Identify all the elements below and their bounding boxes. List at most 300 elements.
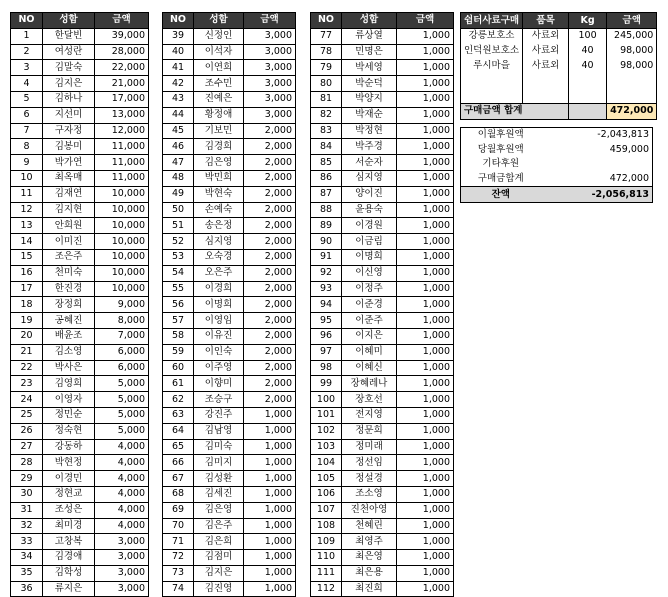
donor-name: 김지은 — [194, 565, 244, 581]
row-no: 87 — [311, 186, 342, 202]
donor-name: 박주경 — [342, 139, 397, 155]
donation-amount: 1,000 — [397, 170, 454, 186]
row-no: 71 — [163, 534, 194, 550]
donor-name: 최은용 — [342, 565, 397, 581]
donor-name: 박재순 — [342, 107, 397, 123]
table-row — [311, 265, 454, 281]
table-row — [311, 313, 454, 329]
donor-name: 김은주 — [194, 518, 244, 534]
donor-name: 박세영 — [342, 60, 397, 76]
col-name-header: 성함 — [194, 13, 244, 29]
donation-amount: 4,000 — [95, 439, 149, 455]
table-row — [311, 44, 454, 60]
row-no: 73 — [163, 565, 194, 581]
donation-amount: 1,000 — [244, 439, 296, 455]
donation-amount: 1,000 — [397, 502, 454, 518]
table-row — [11, 139, 149, 155]
row-no: 16 — [11, 265, 43, 281]
donor-name: 박가연 — [43, 155, 95, 171]
row-no: 78 — [311, 44, 342, 60]
donation-amount: 2,000 — [244, 281, 296, 297]
row-no: 15 — [11, 249, 43, 265]
table-row — [11, 281, 149, 297]
row-no: 91 — [311, 249, 342, 265]
donor-name: 김미숙 — [194, 439, 244, 455]
other-donation-label: 기타후원 — [461, 157, 541, 172]
donor-name: 이주영 — [194, 360, 244, 376]
donation-amount: 1,000 — [397, 123, 454, 139]
kg-value: 40 — [569, 44, 607, 59]
donor-name: 여성란 — [43, 44, 95, 60]
donor-name: 한달빈 — [43, 28, 95, 44]
donor-name: 오은주 — [194, 265, 244, 281]
donor-name: 이영임 — [194, 313, 244, 329]
row-no: 8 — [11, 139, 43, 155]
donation-amount: 1,000 — [397, 360, 454, 376]
table-row — [311, 376, 454, 392]
table-row — [163, 360, 296, 376]
donor-name: 조성은 — [43, 502, 95, 518]
table-row — [163, 76, 296, 92]
donation-amount: 1,000 — [397, 423, 454, 439]
row-no: 3 — [11, 60, 43, 76]
row-no: 39 — [163, 28, 194, 44]
donation-amount: 10,000 — [95, 218, 149, 234]
table-row — [311, 249, 454, 265]
table-row — [163, 423, 296, 439]
balance-table — [460, 127, 653, 203]
donation-amount: 1,000 — [244, 550, 296, 566]
purchase-summary-table — [460, 12, 657, 120]
table-row — [311, 486, 454, 502]
table-row — [163, 455, 296, 471]
donor-name: 최미경 — [43, 518, 95, 534]
row-no: 74 — [163, 581, 194, 597]
row-no: 102 — [311, 423, 342, 439]
row-no: 60 — [163, 360, 194, 376]
donation-amount: 10,000 — [95, 186, 149, 202]
donation-amount: 2,000 — [244, 155, 296, 171]
table-row — [163, 60, 296, 76]
row-no: 105 — [311, 471, 342, 487]
donor-name: 전지영 — [342, 407, 397, 423]
donation-amount: 1,000 — [397, 534, 454, 550]
donor-name: 신정인 — [194, 28, 244, 44]
table-row — [311, 281, 454, 297]
donation-amount: 13,000 — [95, 107, 149, 123]
table-row — [311, 218, 454, 234]
row-no: 21 — [11, 344, 43, 360]
item-name: 사료외 — [523, 29, 569, 44]
table-row — [11, 91, 149, 107]
table-row — [311, 139, 454, 155]
table-row — [163, 28, 296, 44]
donation-amount: 21,000 — [95, 76, 149, 92]
table-row — [163, 565, 296, 581]
donation-amount: 3,000 — [95, 534, 149, 550]
donation-amount: 17,000 — [95, 91, 149, 107]
row-no: 93 — [311, 281, 342, 297]
donor-name: 박사은 — [43, 360, 95, 376]
table-row — [11, 423, 149, 439]
donation-amount: 3,000 — [244, 91, 296, 107]
donor-name: 송은정 — [194, 218, 244, 234]
donor-name: 최진희 — [342, 581, 397, 597]
donor-name: 구자정 — [43, 123, 95, 139]
row-no: 46 — [163, 139, 194, 155]
purchase-total-label: 구매금액 합계 — [461, 103, 569, 119]
row-no: 100 — [311, 392, 342, 408]
monthly-donation-row — [461, 143, 653, 158]
donor-name: 김영희 — [43, 376, 95, 392]
row-no: 11 — [11, 186, 43, 202]
carryover-value: -2,043,813 — [541, 128, 653, 143]
row-no: 103 — [311, 439, 342, 455]
row-no: 106 — [311, 486, 342, 502]
donor-name: 박순덕 — [342, 76, 397, 92]
donor-name: 이경원 — [342, 218, 397, 234]
shelter-name: 인덕원보호소 — [461, 44, 523, 59]
donor-name: 진천아영 — [342, 502, 397, 518]
row-no: 89 — [311, 218, 342, 234]
donation-amount: 1,000 — [397, 376, 454, 392]
donation-amount: 8,000 — [95, 313, 149, 329]
donation-amount: 1,000 — [244, 534, 296, 550]
col-name-header: 성함 — [43, 13, 95, 29]
donation-amount: 1,000 — [397, 407, 454, 423]
item-name: 사료외 — [523, 44, 569, 59]
table-row — [11, 486, 149, 502]
col-no-header: NO — [163, 13, 194, 29]
donation-amount: 1,000 — [397, 439, 454, 455]
donation-amount: 3,000 — [95, 565, 149, 581]
row-no: 59 — [163, 344, 194, 360]
donation-amount: 1,000 — [244, 471, 296, 487]
row-no: 77 — [311, 28, 342, 44]
donation-amount: 1,000 — [397, 486, 454, 502]
donation-amount: 1,000 — [397, 139, 454, 155]
donation-amount: 39,000 — [95, 28, 149, 44]
donor-name: 민명은 — [342, 44, 397, 60]
donor-name: 김지현 — [43, 202, 95, 218]
table-row — [163, 407, 296, 423]
balance-row — [461, 187, 653, 203]
row-no: 26 — [11, 423, 43, 439]
row-no: 92 — [311, 265, 342, 281]
amount-value: 98,000 — [607, 59, 657, 74]
table-row — [11, 202, 149, 218]
donation-amount: 1,000 — [397, 550, 454, 566]
table-row — [311, 550, 454, 566]
donation-amount: 2,000 — [244, 123, 296, 139]
donation-amount: 10,000 — [95, 234, 149, 250]
donation-amount: 3,000 — [244, 76, 296, 92]
donation-amount: 4,000 — [95, 518, 149, 534]
row-no: 82 — [311, 107, 342, 123]
donation-amount: 5,000 — [95, 376, 149, 392]
amount-header: 금액 — [607, 13, 657, 29]
donor-name: 이준주 — [342, 313, 397, 329]
table-row — [163, 328, 296, 344]
donation-amount: 2,000 — [244, 202, 296, 218]
donor-name: 김경애 — [43, 550, 95, 566]
donation-amount: 2,000 — [244, 297, 296, 313]
donation-amount: 1,000 — [397, 581, 454, 597]
row-no: 86 — [311, 170, 342, 186]
table-row — [163, 281, 296, 297]
donor-name: 이명희 — [342, 249, 397, 265]
row-no: 62 — [163, 392, 194, 408]
row-no: 63 — [163, 407, 194, 423]
row-no: 68 — [163, 486, 194, 502]
donation-amount: 2,000 — [244, 360, 296, 376]
donation-amount: 1,000 — [397, 107, 454, 123]
donation-amount: 6,000 — [95, 344, 149, 360]
row-no: 36 — [11, 581, 43, 597]
donation-amount: 1,000 — [397, 28, 454, 44]
donation-amount: 2,000 — [244, 376, 296, 392]
donor-name: 윤용숙 — [342, 202, 397, 218]
row-no: 49 — [163, 186, 194, 202]
row-no: 22 — [11, 360, 43, 376]
table-row — [11, 249, 149, 265]
donation-amount: 1,000 — [397, 281, 454, 297]
row-no: 25 — [11, 407, 43, 423]
donation-amount: 5,000 — [95, 392, 149, 408]
donation-amount: 1,000 — [244, 502, 296, 518]
donor-name: 진예은 — [194, 91, 244, 107]
donation-amount: 2,000 — [244, 313, 296, 329]
donor-name: 김재연 — [43, 186, 95, 202]
item-header: 품목 — [523, 13, 569, 29]
donor-name: 박현숙 — [194, 186, 244, 202]
row-no: 83 — [311, 123, 342, 139]
donation-amount: 1,000 — [397, 202, 454, 218]
donation-amount: 1,000 — [244, 518, 296, 534]
purchase-row — [461, 59, 657, 74]
table-row — [11, 581, 149, 597]
row-no: 40 — [163, 44, 194, 60]
table-row — [11, 502, 149, 518]
table-row — [311, 234, 454, 250]
donation-amount: 7,000 — [95, 328, 149, 344]
row-no: 101 — [311, 407, 342, 423]
table-row — [311, 344, 454, 360]
donor-name: 김경희 — [194, 139, 244, 155]
donation-amount: 2,000 — [244, 139, 296, 155]
donor-name: 이신영 — [342, 265, 397, 281]
table-row — [163, 265, 296, 281]
donor-name: 강동하 — [43, 439, 95, 455]
donor-name: 장정희 — [43, 297, 95, 313]
donation-amount: 2,000 — [244, 328, 296, 344]
kg-value: 100 — [569, 29, 607, 44]
table-row — [163, 581, 296, 597]
donor-name: 배윤조 — [43, 328, 95, 344]
donor-name: 박양지 — [342, 91, 397, 107]
row-no: 108 — [311, 518, 342, 534]
donation-amount: 9,000 — [95, 297, 149, 313]
table-row — [11, 471, 149, 487]
donor-name: 김소영 — [43, 344, 95, 360]
donor-name: 김진영 — [194, 581, 244, 597]
donor-name: 이인숙 — [194, 344, 244, 360]
row-no: 64 — [163, 423, 194, 439]
table-row — [311, 60, 454, 76]
row-no: 32 — [11, 518, 43, 534]
donor-name: 한진경 — [43, 281, 95, 297]
table-row — [11, 550, 149, 566]
row-no: 66 — [163, 455, 194, 471]
table-row — [11, 76, 149, 92]
table-row — [11, 123, 149, 139]
monthly-donation-value: 459,000 — [541, 143, 653, 158]
col-amount-header: 금액 — [397, 13, 454, 29]
table-row — [11, 313, 149, 329]
row-no: 5 — [11, 91, 43, 107]
col-no-header: NO — [11, 13, 43, 29]
shelter-name: 루시마을 — [461, 59, 523, 74]
table-row — [163, 202, 296, 218]
table-row — [11, 534, 149, 550]
donation-amount: 10,000 — [95, 281, 149, 297]
table-row — [311, 328, 454, 344]
donation-amount: 2,000 — [244, 249, 296, 265]
table-row — [311, 502, 454, 518]
donor-name: 류상열 — [342, 28, 397, 44]
donor-name: 지선미 — [43, 107, 95, 123]
table-row — [163, 344, 296, 360]
row-no: 4 — [11, 76, 43, 92]
table-row — [163, 123, 296, 139]
row-no: 2 — [11, 44, 43, 60]
donation-amount: 22,000 — [95, 60, 149, 76]
row-no: 111 — [311, 565, 342, 581]
purchase-total-value: 472,000 — [607, 103, 657, 119]
donor-name: 장혜레나 — [342, 376, 397, 392]
donor-name: 이혜신 — [342, 360, 397, 376]
donation-amount: 4,000 — [95, 502, 149, 518]
donation-amount: 1,000 — [397, 297, 454, 313]
donor-name: 류지은 — [43, 581, 95, 597]
row-no: 107 — [311, 502, 342, 518]
table-row — [11, 218, 149, 234]
donor-name: 천미숙 — [43, 265, 95, 281]
donor-name: 오숙경 — [194, 249, 244, 265]
donation-amount: 1,000 — [397, 44, 454, 60]
table-row — [311, 407, 454, 423]
row-no: 6 — [11, 107, 43, 123]
donor-name: 박정현 — [342, 123, 397, 139]
row-no: 33 — [11, 534, 43, 550]
row-no: 48 — [163, 170, 194, 186]
donor-name: 이미진 — [43, 234, 95, 250]
table-row — [11, 407, 149, 423]
row-no: 56 — [163, 297, 194, 313]
row-no: 12 — [11, 202, 43, 218]
donor-name: 김은영 — [194, 502, 244, 518]
other-donation-value — [541, 157, 653, 172]
table-row — [311, 123, 454, 139]
donor-name: 이준경 — [342, 297, 397, 313]
carryover-row — [461, 128, 653, 143]
donor-name: 최은영 — [342, 550, 397, 566]
donation-amount: 11,000 — [95, 155, 149, 171]
row-no: 104 — [311, 455, 342, 471]
table-row — [163, 170, 296, 186]
table-row — [163, 91, 296, 107]
row-no: 51 — [163, 218, 194, 234]
table-row — [163, 297, 296, 313]
row-no: 1 — [11, 28, 43, 44]
donation-amount: 2,000 — [244, 265, 296, 281]
row-no: 84 — [311, 139, 342, 155]
col-amount-header: 금액 — [244, 13, 296, 29]
table-row — [311, 91, 454, 107]
table-row — [163, 471, 296, 487]
donor-name: 심지영 — [342, 170, 397, 186]
col-name-header: 성함 — [342, 13, 397, 29]
table-row — [11, 170, 149, 186]
row-no: 112 — [311, 581, 342, 597]
donation-amount: 1,000 — [244, 486, 296, 502]
donation-amount: 1,000 — [397, 392, 454, 408]
donation-amount: 11,000 — [95, 170, 149, 186]
donor-name: 정설경 — [342, 471, 397, 487]
donor-name: 김은희 — [194, 534, 244, 550]
table-row — [311, 471, 454, 487]
table-row — [163, 502, 296, 518]
table-row — [163, 486, 296, 502]
donation-amount: 4,000 — [95, 486, 149, 502]
table-row — [311, 107, 454, 123]
donor-name: 김학성 — [43, 565, 95, 581]
donor-name: 정민순 — [43, 407, 95, 423]
donation-amount: 1,000 — [244, 581, 296, 597]
row-no: 30 — [11, 486, 43, 502]
row-no: 53 — [163, 249, 194, 265]
purchase-sum-label: 구매금합계 — [461, 172, 541, 187]
donor-name: 이영자 — [43, 392, 95, 408]
table-row — [163, 139, 296, 155]
donation-amount: 1,000 — [397, 328, 454, 344]
donor-name: 이경민 — [43, 471, 95, 487]
donor-name: 강진주 — [194, 407, 244, 423]
balance-value: -2,056,813 — [541, 187, 653, 203]
donation-amount: 3,000 — [95, 550, 149, 566]
row-no: 55 — [163, 281, 194, 297]
table-row — [311, 581, 454, 597]
table-row — [11, 186, 149, 202]
donor-name: 김지은 — [43, 76, 95, 92]
row-no: 109 — [311, 534, 342, 550]
donor-table-2 — [162, 12, 296, 597]
donation-amount: 1,000 — [397, 218, 454, 234]
donor-name: 정문희 — [342, 423, 397, 439]
donation-amount: 1,000 — [244, 423, 296, 439]
row-no: 35 — [11, 565, 43, 581]
row-no: 98 — [311, 360, 342, 376]
donor-name: 서순자 — [342, 155, 397, 171]
donor-name: 조은주 — [43, 249, 95, 265]
table-row — [163, 44, 296, 60]
table-row — [163, 155, 296, 171]
donor-table-3 — [310, 12, 454, 597]
table-row — [163, 313, 296, 329]
table-row — [11, 28, 149, 44]
row-no: 9 — [11, 155, 43, 171]
purchase-row — [461, 44, 657, 59]
